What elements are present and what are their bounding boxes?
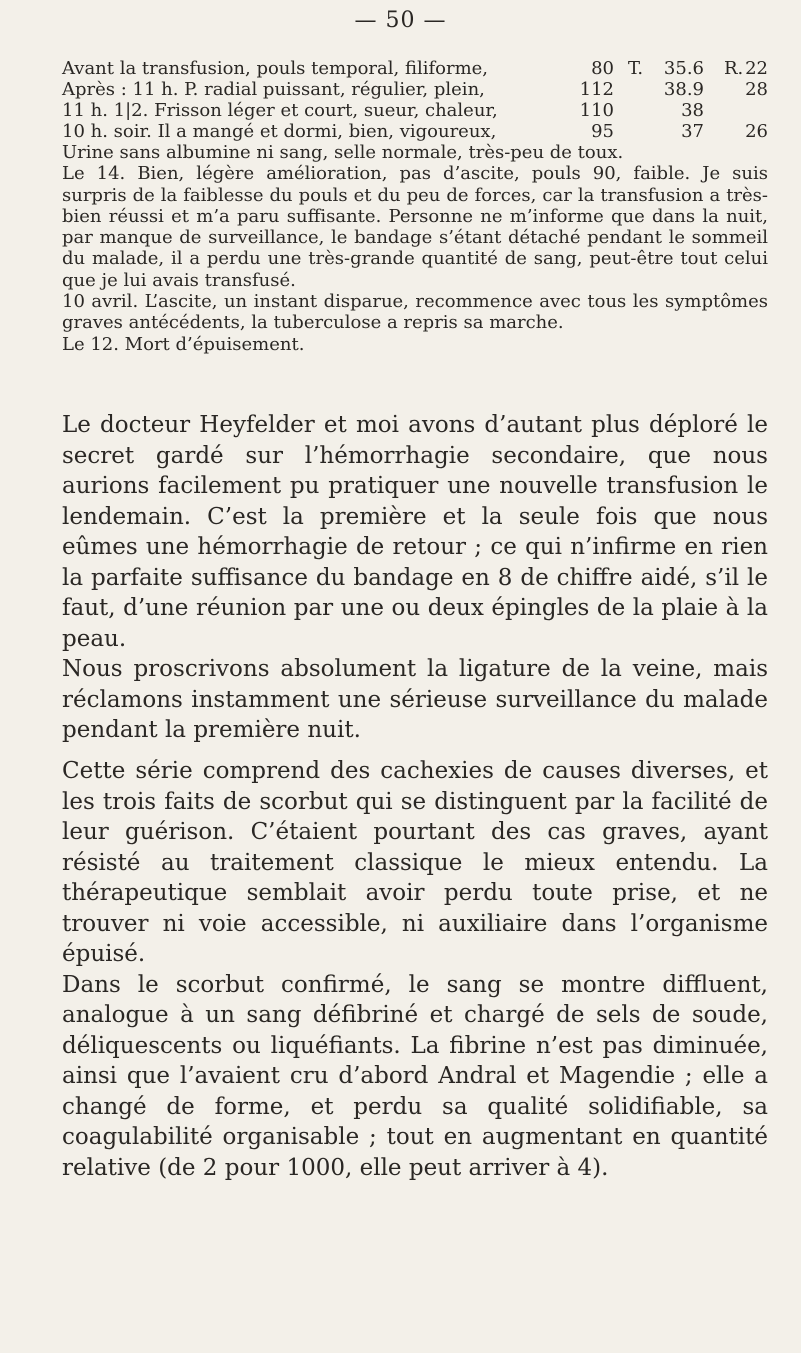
- discussion-section: [62, 410, 768, 746]
- observation-pulse: 112: [579, 79, 614, 100]
- body-paragraph: Le docteur Heyfelder et moi avons d’autant plus déploré le secret gardé sur l’hémorrhagie secondaire, que nous aurions facilement pu pratiquer une nouvelle transfusion le lendemain. C’est la première et la seule fois que nous eûmes une hémorrhagie de retour ; ce qui n’infirme en rien la parfaite suffisance du bandage en 8 de chiffre aidé, s’il le faut, d’une réunion par une ou deux épingles de la plaie à la peau.: [62, 412, 768, 652]
- case-notes: [62, 142, 768, 355]
- observation-temperature: 38: [681, 100, 704, 121]
- respiration-label: R.: [724, 58, 744, 79]
- observation-respiration: 26: [745, 121, 768, 142]
- temperature-label: T.: [628, 58, 644, 79]
- observation-respiration: 28: [745, 79, 768, 100]
- observation-row: [62, 79, 768, 100]
- note-paragraph: Urine sans albumine ni sang, selle normale, très-peu de toux.: [62, 142, 624, 163]
- observation-description: Après : 11 h. P. radial puissant, régulier, plein,: [62, 79, 485, 100]
- observation-description: Avant la transfusion, pouls temporal, filiforme,: [62, 58, 489, 79]
- observation-respiration: 22: [745, 58, 768, 79]
- note-paragraph: Le 14. Bien, légère amélioration, pas d’ascite, pouls 90, faible. Je suis surpris de la faiblesse du pouls et du peu de forces, car la transfusion a très-bien réussi et m’a paru suffisante. Personne ne m’informe que dans la nuit, par manque de surveillance, le bandage s’étant détaché pendant le sommeil du malade, il a perdu une très-grande quantité de sang, peut-être tout celui que je lui avais transfusé.: [62, 163, 768, 291]
- observation-row: [62, 58, 768, 79]
- observation-table: [62, 58, 768, 142]
- observation-description: 10 h. soir. Il a mangé et dormi, bien, vigoureux,: [62, 121, 497, 142]
- observation-row: [62, 100, 768, 121]
- body-paragraph: Cette série comprend des cachexies de causes diverses, et les trois faits de scorbut qui se distinguent par la facilité de leur guérison. C’étaient pourtant des cas graves, ayant résisté au traitement classique le mieux entendu. La thérapeutique semblait avoir perdu toute prise, et ne trouver ni voie accessible, ni auxiliaire dans l’organisme épuisé.: [62, 758, 768, 967]
- observation-description: 11 h. 1|2. Frisson léger et court, sueur, chaleur,: [62, 100, 498, 121]
- body-paragraph: Dans le scorbut confirmé, le sang se montre diffluent, analogue à un sang défibriné et chargé de sels de soude, déliquescents ou liquéfiants. La fibrine n’est pas diminuée, ainsi que l’avaient cru d’abord Andral et Magendie ; elle a changé de forme, et perdu sa qualité solidifiable, sa coagulabilité organisable ; tout en augmentant en quantité relative (de 2 pour 1000, elle peut arriver à 4).: [62, 971, 768, 1181]
- observation-pulse: 110: [579, 100, 614, 121]
- observation-temperature: 37: [681, 121, 704, 142]
- observation-temperature: 35.6: [663, 58, 704, 79]
- note-paragraph: 10 avril. L’ascite, un instant disparue, recommence avec tous les symptômes graves antécédents, la tuberculose a repris sa marche.: [62, 291, 768, 334]
- observation-temperature: 38.9: [663, 79, 704, 100]
- observation-row: [62, 121, 768, 142]
- series-section: [62, 756, 768, 1183]
- note-paragraph: Le 12. Mort d’épuisement.: [62, 333, 305, 355]
- page-number: — 50 —: [354, 8, 447, 33]
- observation-pulse: 95: [591, 121, 614, 142]
- observation-pulse: 80: [591, 58, 614, 79]
- body-paragraph: Nous proscrivons absolument la ligature de la veine, mais réclamons instamment une sérieuse surveillance du malade pendant la première nuit.: [62, 656, 768, 743]
